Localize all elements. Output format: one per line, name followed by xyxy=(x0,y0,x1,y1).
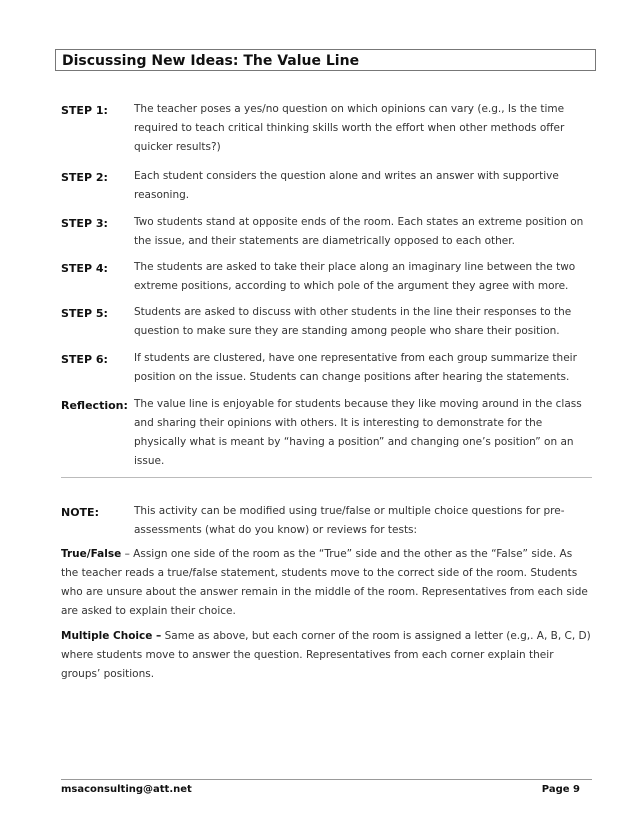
step-text: If students are clustered, have one representative from each group summarize their position on the issue. Students can change positions after hearing the statements. xyxy=(134,352,577,383)
step-text: The students are asked to take their place along an imaginary line between the two extreme positions, according to which pole of the argument they agree with more. xyxy=(134,261,576,292)
reflection-label: Reflection: xyxy=(61,399,128,412)
step-text: The teacher poses a yes/no question on which opinions can vary (e.g., Is the time required to teach critical thinking skills worth the effort when other methods offer quicker results?) xyxy=(134,103,565,153)
reflection-text: The value line is enjoyable for students because they like moving around in the class and sharing their opinions with others. It is interesting to demonstrate for the physically what is meant by “having a position” and changing one’s position” on an issue. xyxy=(134,398,582,467)
true-false-heading: True/False xyxy=(61,548,122,560)
multiple-choice-paragraph xyxy=(61,627,591,684)
true-false-paragraph xyxy=(61,545,591,621)
step-text: Students are asked to discuss with other students in the line their responses to the question to make sure they are standing among people who share their position. xyxy=(134,306,572,337)
footer-divider xyxy=(61,779,592,780)
footer-page-number: Page 9 xyxy=(541,784,580,795)
step-text: Two students stand at opposite ends of the room. Each states an extreme position on the issue, and their statements are diametrically opposed to each other. xyxy=(134,216,584,247)
step-text: Each student considers the question alone and writes an answer with supportive reasoning. xyxy=(134,170,559,201)
step-label: STEP 2: xyxy=(61,171,108,184)
step-label: STEP 5: xyxy=(61,307,108,320)
footer-email: msaconsulting@att.net xyxy=(61,784,192,795)
step-label: STEP 6: xyxy=(61,353,108,366)
multiple-choice-text: Same as above, but each corner of the room is assigned a letter (e.g,. A, B, C, D) where students move to answer the question. Representatives from each corner explain their groups’ positions. xyxy=(61,630,591,680)
multiple-choice-heading: Multiple Choice – xyxy=(61,630,162,642)
note-label: NOTE: xyxy=(61,506,99,519)
true-false-text: – Assign one side of the room as the “True” side and the other as the “False” side. As the teacher reads a true/false statement, students move to the correct side of the room. Students who are unsure about the answer remain in the middle of the room. Representatives from each side are asked to explain their choice. xyxy=(61,548,588,617)
step-label: STEP 3: xyxy=(61,217,108,230)
step-label: STEP 1: xyxy=(61,104,108,117)
note-text: This activity can be modified using true/false or multiple choice questions for pre-assessments (what do you know) or reviews for tests: xyxy=(134,505,565,536)
step-label: STEP 4: xyxy=(61,262,108,275)
page-title: Discussing New Ideas: The Value Line xyxy=(55,49,596,71)
section-divider xyxy=(61,477,592,478)
